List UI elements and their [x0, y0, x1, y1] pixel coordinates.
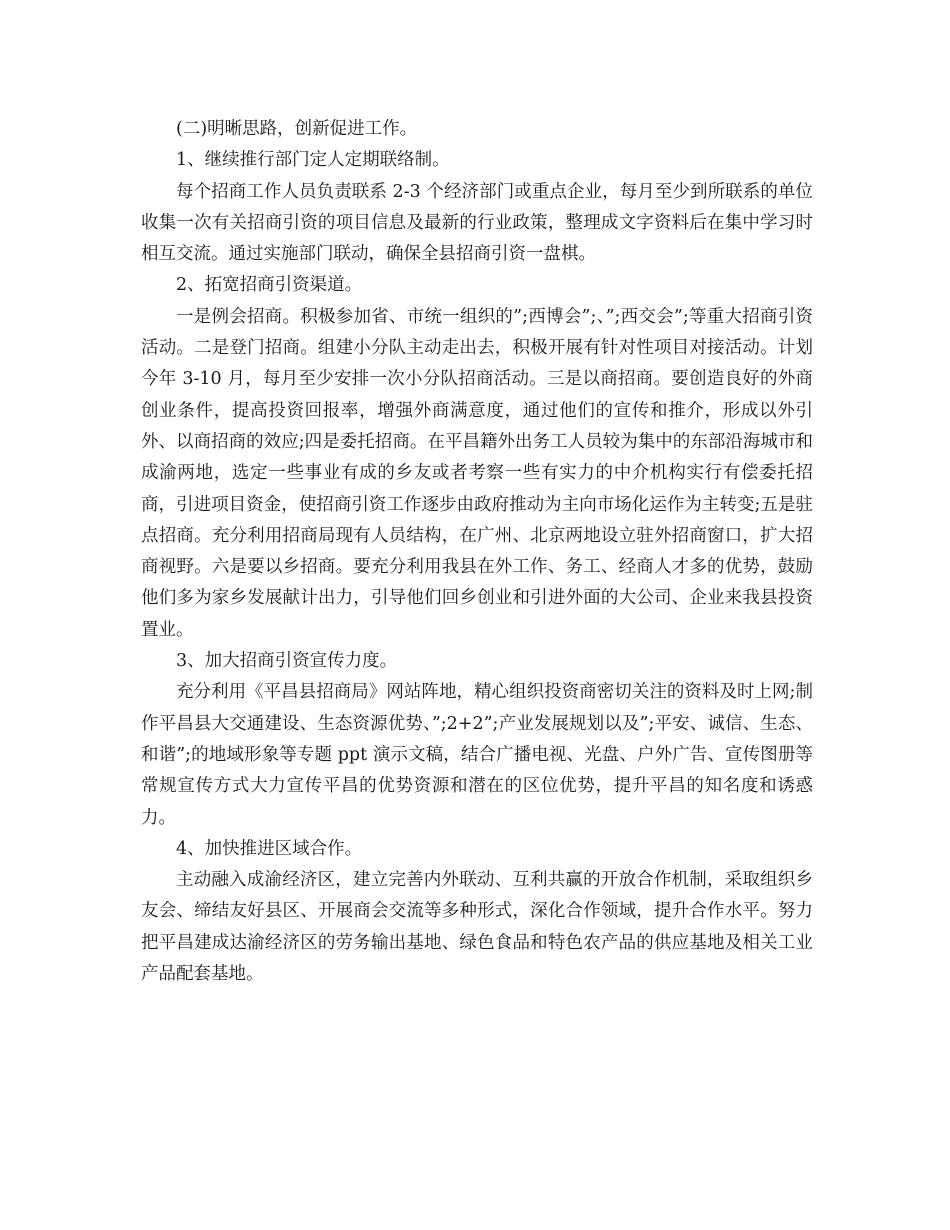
body-paragraph: 一是例会招商。积极参加省、市统一组织的”;西博会”;、”;西交会”;等重大招商引资活动。二是登门招商。组建小分队主动走出去，积极开展有针对性项目对接活动。计划今年 3-10 月，每月至少安排一次小分队招商活动。三是以商招商。要创造良好的外商创业条件，提高投资回报率，增强外商满意度，通过他们的宣传和推介，形成以外引外、以商招商的效应;四是委托招商。在平昌籍外出务工人员较为集中的东部沿海城市和成渝两地，选定一些事业有成的乡友或者考察一些有实力的中介机构实行有偿委托招商，引进项目资金，使招商引资工作逐步由政府推动为主向市场化运作为主转变;五是驻点招商。充分利用招商局现有人员结构，在广州、北京两地设立驻外招商窗口，扩大招商视野。六是要以乡招商。要充分利用我县在外工作、务工、经商人才多的优势，鼓励他们多为家乡发展献计出力，引导他们回乡创业和引进外面的大公司、企业来我县投资置业。	[141, 306, 813, 640]
document-body	[141, 114, 813, 990]
subsection-heading: 3、加大招商引资宣传力度。	[176, 651, 398, 672]
section-heading: (二)明晰思路，创新促进工作。	[176, 119, 418, 139]
body-paragraph: 充分利用《平昌县招商局》网站阵地，精心组织投资商密切关注的资料及时上网;制作平昌县大交通建设、生态资源优势、”;2+2”;产业发展规划以及”;平安、诚信、生态、和谐”;的地域形象等专题 ppt 演示文稿，结合广播电视、光盘、户外广告、宣传图册等常规宣传方式大力宣传平昌的优势资源和潜在的区位优势，提升平昌的知名度和诱惑力。	[141, 682, 813, 828]
body-paragraph: 每个招商工作人员负责联系 2-3 个经济部门或重点企业，每月至少到所联系的单位收集一次有关招商引资的项目信息及最新的行业政策，整理成文字资料后在集中学习时相互交流。通过实施部门联动，确保全县招商引资一盘棋。	[141, 181, 813, 265]
subsection-heading: 4、加快推进区域合作。	[176, 838, 363, 859]
subsection-heading: 2、拓宽招商引资渠道。	[176, 275, 363, 296]
body-paragraph: 主动融入成渝经济区，建立完善内外联动、互利共赢的开放合作机制，采取组织乡友会、缔结友好县区、开展商会交流等多种形式，深化合作领域，提升合作水平。努力把平昌建成达渝经济区的劳务输出基地、绿色食品和特色农产品的供应基地及相关工业产品配套基地。	[141, 870, 813, 985]
subsection-heading: 1、继续推行部门定人定期联络制。	[176, 150, 450, 171]
